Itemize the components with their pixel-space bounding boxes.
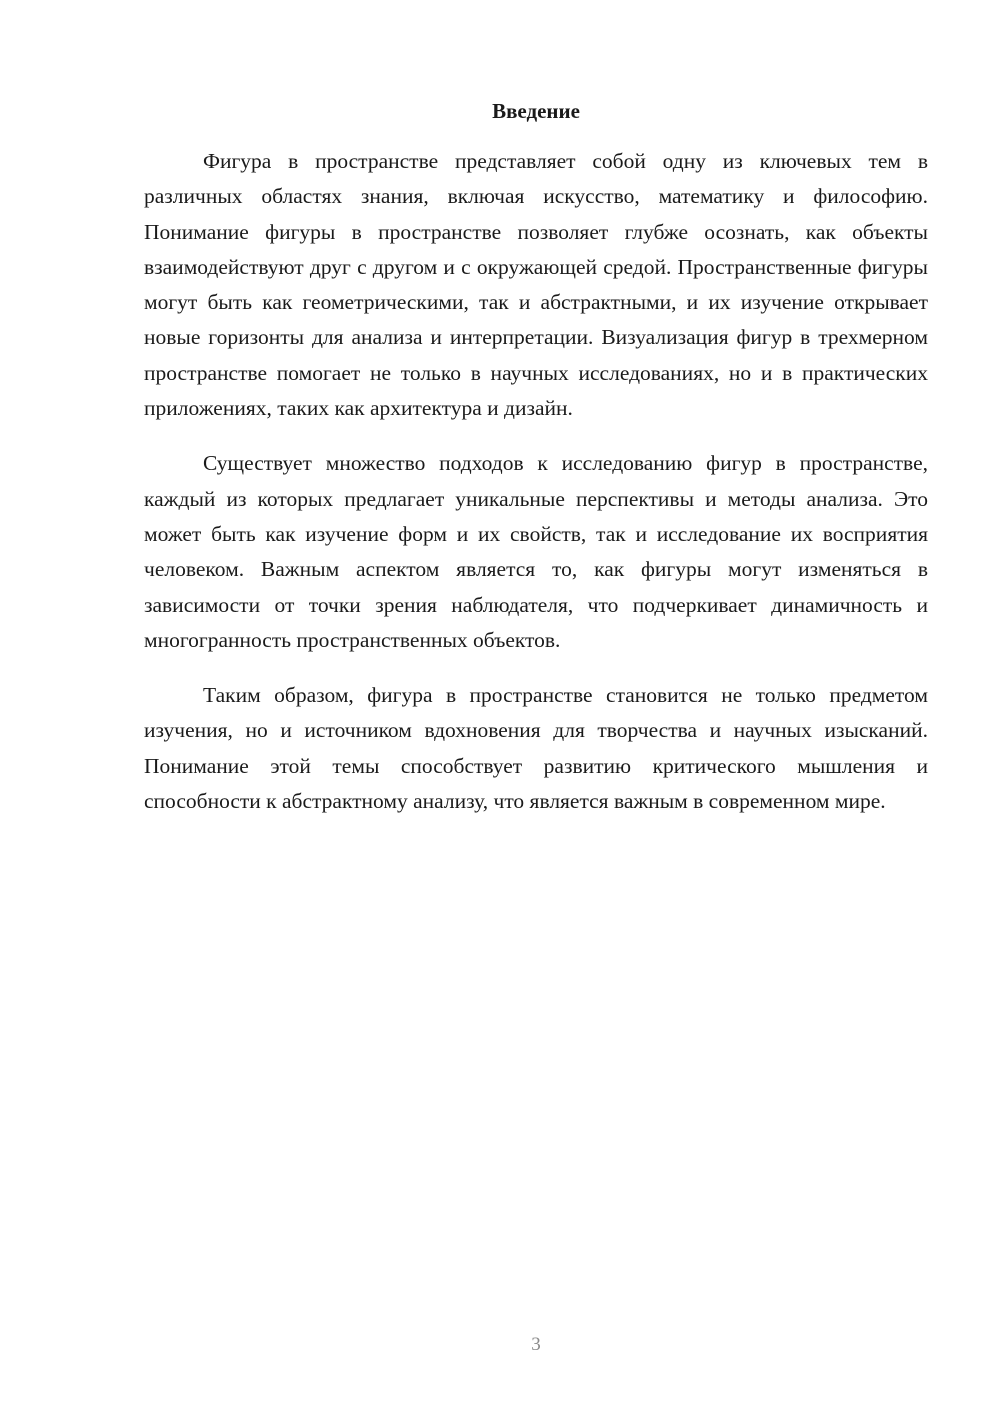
paragraph-3: Таким образом, фигура в пространстве становится не только предметом изучения, но и источником вдохновения для творчества и научных изысканий. Понимание этой темы способствует развитию критического мышления и способности к абстрактному анализу, что является важным в современном мире. — [144, 683, 928, 814]
section-title: Введение — [492, 99, 580, 123]
page-number: 3 — [531, 1334, 541, 1355]
paragraph-1: Фигура в пространстве представляет собой одну из ключевых тем в различных областях знания, включая искусство, математику и философию. Понимание фигуры в пространстве позволяет глубже осознать, как объекты взаимодействуют друг с другом и с окружающей средой. Пространственные фигуры могут быть как геометрическими, так и абстрактными, и их изучение открывает новые горизонты для анализа и интерпретации. Визуализация фигур в трехмерном пространстве помогает не только в научных исследованиях, но и в практических приложениях, таких как архитектура и дизайн. — [144, 149, 928, 421]
paragraph-2: Существует множество подходов к исследованию фигур в пространстве, каждый из которых предлагает уникальные перспективы и методы анализа. Это может быть как изучение форм и их свойств, так и исследование их восприятия человеком. Важным аспектом является то, как фигуры могут изменяться в зависимости от точки зрения наблюдателя, что подчеркивает динамичность и многогранность пространственных объектов. — [144, 451, 928, 652]
page-content — [144, 96, 928, 819]
